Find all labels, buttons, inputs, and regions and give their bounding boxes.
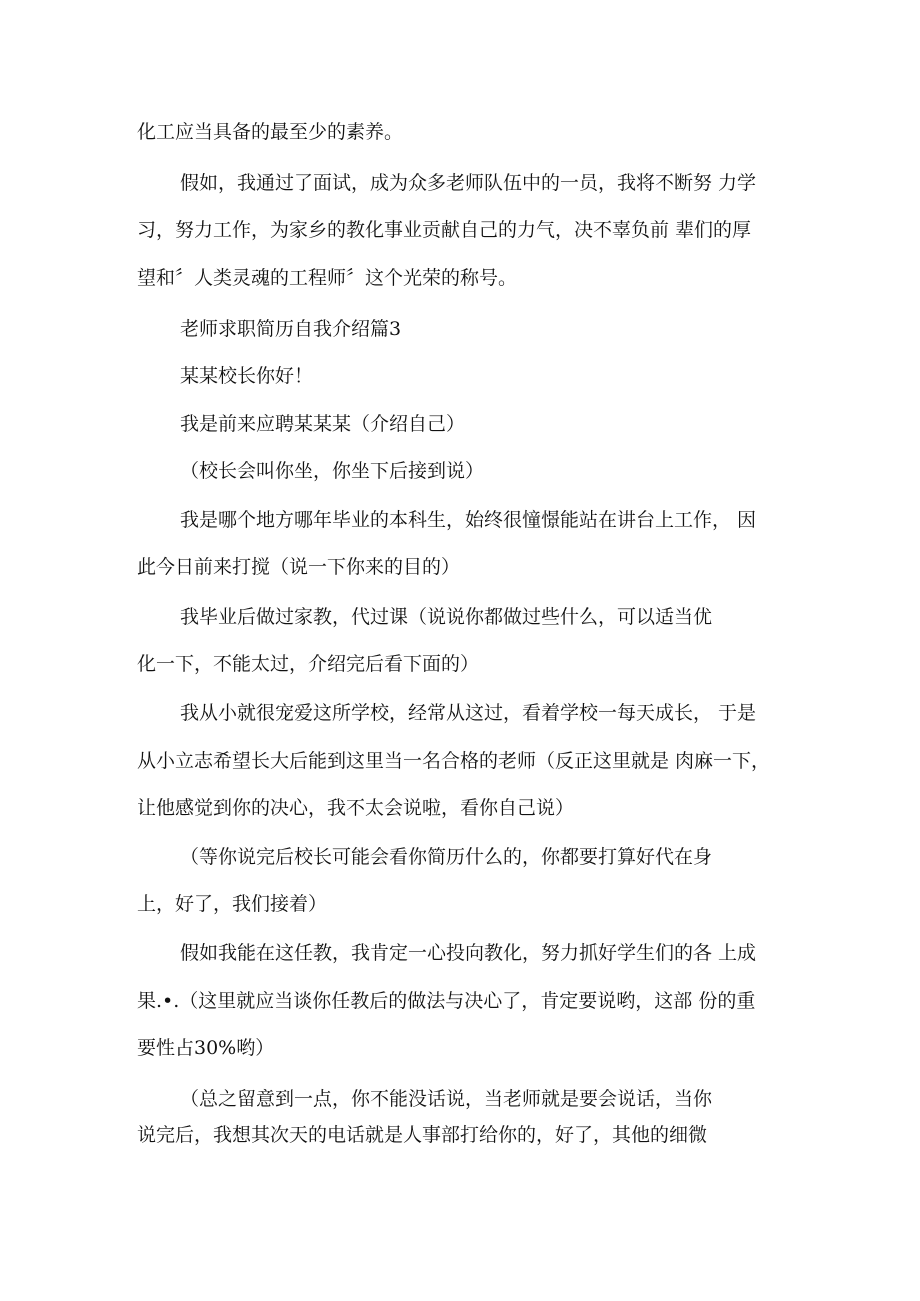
text-line: 化一下，不能太过，介绍完后看下面的） bbox=[137, 653, 480, 675]
text-line: 习，努力工作，为家乡的教化事业贡献自己的力气，决不辜负前 辈们的厚 bbox=[137, 219, 752, 241]
text-line: 某某校长你好！ bbox=[180, 365, 314, 387]
text-line: 从小立志希望长大后能到这里当一名合格的老师（反正这里就是 肉麻一下， bbox=[137, 750, 771, 772]
text-line: 果.•.（这里就应当谈你任教后的做法与决心了，肯定要说哟，这部 份的重 bbox=[137, 990, 756, 1012]
text-line: （总之留意到一点，你不能没话说，当老师就是要会说话，当你 bbox=[180, 1088, 713, 1110]
text-line: 让他感觉到你的决心，我不太会说啦，看你自己说） bbox=[137, 797, 575, 819]
text-line: 此今日前来打搅（说一下你来的目的） bbox=[137, 556, 461, 578]
text-line: 我从小就很宠爱这所学校，经常从这过，看着学校一每天成长， 于是 bbox=[180, 702, 757, 724]
text-line: 上，好了，我们接着） bbox=[137, 893, 328, 915]
text-line: 说完后，我想其次天的电话就是人事部打给你的，好了，其他的细微 bbox=[137, 1124, 708, 1146]
text-line: 望和〞人类灵魂的工程师〞这个光荣的称号。 bbox=[137, 267, 518, 289]
text-line: 我是哪个地方哪年毕业的本科生，始终很憧憬能站在讲台上工作， 因 bbox=[180, 509, 757, 531]
text-line: 假如，我通过了面试，成为众多老师队伍中的一员，我将不断努 力学 bbox=[180, 172, 757, 194]
text-line: （等你说完后校长可能会看你简历什么的，你都要打算好代在身 bbox=[180, 846, 713, 868]
text-line: （校长会叫你坐，你坐下后接到说） bbox=[180, 460, 485, 482]
section-heading: 老师求职简历自我介绍篇3 bbox=[180, 318, 402, 340]
text-line: 化工应当具备的最至少的素养。 bbox=[137, 121, 404, 143]
text-line: 我是前来应聘某某某（介绍自己） bbox=[180, 413, 466, 435]
text-line: 要性占30%哟） bbox=[137, 1037, 275, 1059]
text-line: 我毕业后做过家教，代过课（说说你都做过些什么，可以适当优 bbox=[180, 606, 713, 628]
text-line: 假如我能在这任教，我肯定一心投向教化，努力抓好学生们的各 上成 bbox=[180, 942, 757, 964]
